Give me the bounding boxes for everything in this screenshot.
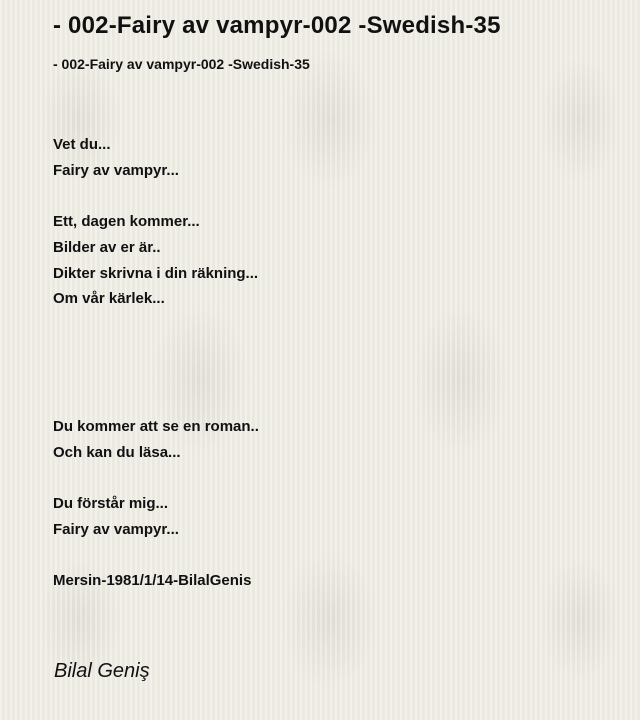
poem-line: Dikter skrivna i din räkning... <box>53 264 259 282</box>
poem-stanza-1 <box>53 132 259 183</box>
poem-body <box>53 132 259 619</box>
poem-line: Ett, dagen kommer... <box>53 213 200 231</box>
poem-line: Vet du... <box>53 136 111 153</box>
poem-line: Du förstår mig... <box>53 495 169 512</box>
author-name[interactable]: Bilal Geniş <box>54 660 150 682</box>
poem-subtitle: - 002-Fairy av vampyr-002 -Swedish-35 <box>53 56 310 72</box>
poem-line: Fairy av vampyr... <box>53 520 179 538</box>
poem-line: Du kommer att se en roman.. <box>53 417 259 435</box>
poem-stanza-4 <box>53 491 259 542</box>
poem-line: Bilder av er är.. <box>53 238 161 256</box>
page-title: - 002-Fairy av vampyr-002 -Swedish-35 <box>53 12 501 39</box>
poem-stanza-2 <box>53 209 259 312</box>
poem-line: Mersin-1981/1/14-BilalGenis <box>53 572 252 590</box>
poem-stanza-3 <box>53 414 259 465</box>
poem-signature-line <box>53 568 259 594</box>
poem-line: Och kan du läsa... <box>53 443 181 461</box>
poem-line: Fairy av vampyr... <box>53 161 179 179</box>
poem-line: Om vår kärlek... <box>53 290 165 308</box>
